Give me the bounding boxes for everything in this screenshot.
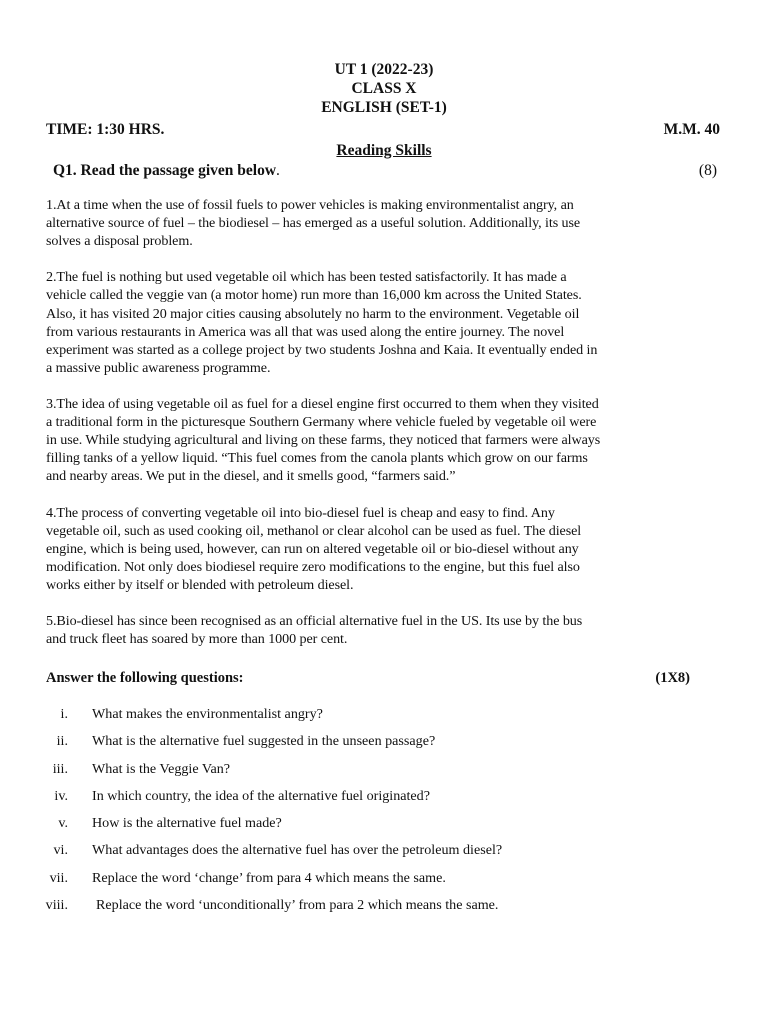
subject-title: ENGLISH (SET-1): [321, 99, 447, 116]
question-item: [0, 788, 768, 815]
question-item: [0, 870, 768, 897]
passage-line: 1.At a time when the use of fossil fuels to power vehicles is making environmentalist angry, an: [46, 197, 574, 213]
question-number: iv.: [54, 787, 68, 804]
question-text: What is the Veggie Van?: [92, 760, 231, 777]
section-title: Reading Skills: [336, 142, 432, 159]
question-period: .: [276, 162, 280, 179]
passage-line: in use. While studying agricultural and living on these farms, they noticed that farmers were always: [46, 432, 601, 449]
answer-title: Answer the following questions:: [46, 670, 244, 686]
question-item: [0, 842, 768, 869]
question-number: vii.: [49, 869, 68, 886]
passage-line: and truck fleet has soared by more than 1000 per cent.: [46, 631, 348, 648]
question-text: How is the alternative fuel made?: [92, 815, 282, 832]
time-allowed: TIME: 1:30 HRS.: [46, 121, 165, 138]
passage-line: a traditional form in the picturesque Southern Germany where vehicle fueled by vegetable oil were: [46, 414, 597, 431]
question-list: [0, 706, 768, 924]
passage-line: Also, it has visited 20 major cities causing absolutely no harm to the environment. Vegetable oil: [46, 305, 580, 322]
question-marks: (8): [698, 162, 717, 179]
passage-line: modification. Not only does biodiesel require zero modifications to the engine, but this fuel also: [46, 558, 580, 575]
passage-line: 2.The fuel is nothing but used vegetable oil which has been tested satisfactorily. It has made a: [46, 269, 567, 286]
question-heading: [53, 161, 717, 180]
question-text: In which country, the idea of the alternative fuel originated?: [92, 787, 430, 804]
passage-line: from various restaurants in America was all that was used along the entire journey. The novel: [46, 323, 565, 340]
question-item: [0, 706, 768, 733]
reading-passage: [46, 196, 722, 666]
question-item: [0, 733, 768, 760]
test-title: UT 1 (2022-23): [334, 61, 434, 78]
passage-line: experiment was started as a college project by two students Joshna and Kaia. It eventually ended in: [46, 341, 598, 358]
passage-line: 5.Bio-diesel has since been recognised as an official alternative fuel in the US. Its use by the bus: [46, 613, 583, 630]
passage-paragraph: [46, 612, 722, 648]
passage-line: vehicle called the veggie van (a motor home) run more than 16,000 km across the United States.: [46, 287, 582, 304]
passage-line: and nearby areas. We put in the diesel, and it smells good, “farmers said.”: [46, 468, 456, 485]
question-text: Replace the word ‘unconditionally’ from para 2 which means the same.: [96, 897, 499, 914]
passage-paragraph: [46, 504, 722, 594]
passage-line: engine, which is being used, however, can run on altered vegetable oil or bio-diesel without any: [46, 540, 579, 557]
answer-marks: (1X8): [655, 670, 690, 686]
maximum-marks: M.M. 40: [663, 121, 720, 138]
passage-line: a massive public awareness programme.: [46, 359, 271, 376]
question-item: [0, 761, 768, 788]
passage-line: vegetable oil, such as used cooking oil, methanol or clear alcohol can be used as fuel. The diesel: [46, 522, 582, 539]
passage-paragraph: [46, 395, 722, 485]
question-number: iii.: [52, 760, 68, 777]
passage-paragraph: [46, 268, 722, 377]
question-text: What is the alternative fuel suggested in the unseen passage?: [92, 733, 436, 750]
passage-line: 3.The idea of using vegetable oil as fuel for a diesel engine first occurred to them when they visited: [46, 396, 599, 413]
question-text: What advantages does the alternative fuel has over the petroleum diesel?: [92, 842, 503, 859]
passage-line: solves a disposal problem.: [46, 233, 193, 250]
question-number: vi.: [53, 842, 68, 859]
passage-line: works either by itself or blended with petroleum diesel.: [46, 576, 354, 593]
question-text: Replace the word ‘change’ from para 4 which means the same.: [92, 869, 446, 886]
question-number: ii.: [56, 733, 68, 750]
question-number: v.: [58, 815, 68, 832]
passage-line: filling tanks of a yellow liquid. “This fuel comes from the canola plants which grow on our farms: [46, 450, 588, 467]
question-label: Q1. Read the passage given below: [53, 162, 277, 179]
question-text: What makes the environmentalist angry?: [92, 706, 323, 722]
answer-instructions: [46, 669, 690, 687]
question-item: [0, 815, 768, 842]
passage-paragraph: [46, 196, 722, 250]
passage-line: alternative source of fuel – the biodiesel – has emerged as a useful solution. Additionally, its use: [46, 215, 581, 232]
question-number: i.: [60, 706, 68, 722]
passage-line: 4.The process of converting vegetable oil into bio-diesel fuel is cheap and easy to find. Any: [46, 504, 555, 521]
question-item: [0, 897, 768, 924]
class-title: CLASS X: [351, 80, 417, 97]
paper-header: [0, 60, 768, 117]
question-number: viii.: [45, 897, 68, 914]
